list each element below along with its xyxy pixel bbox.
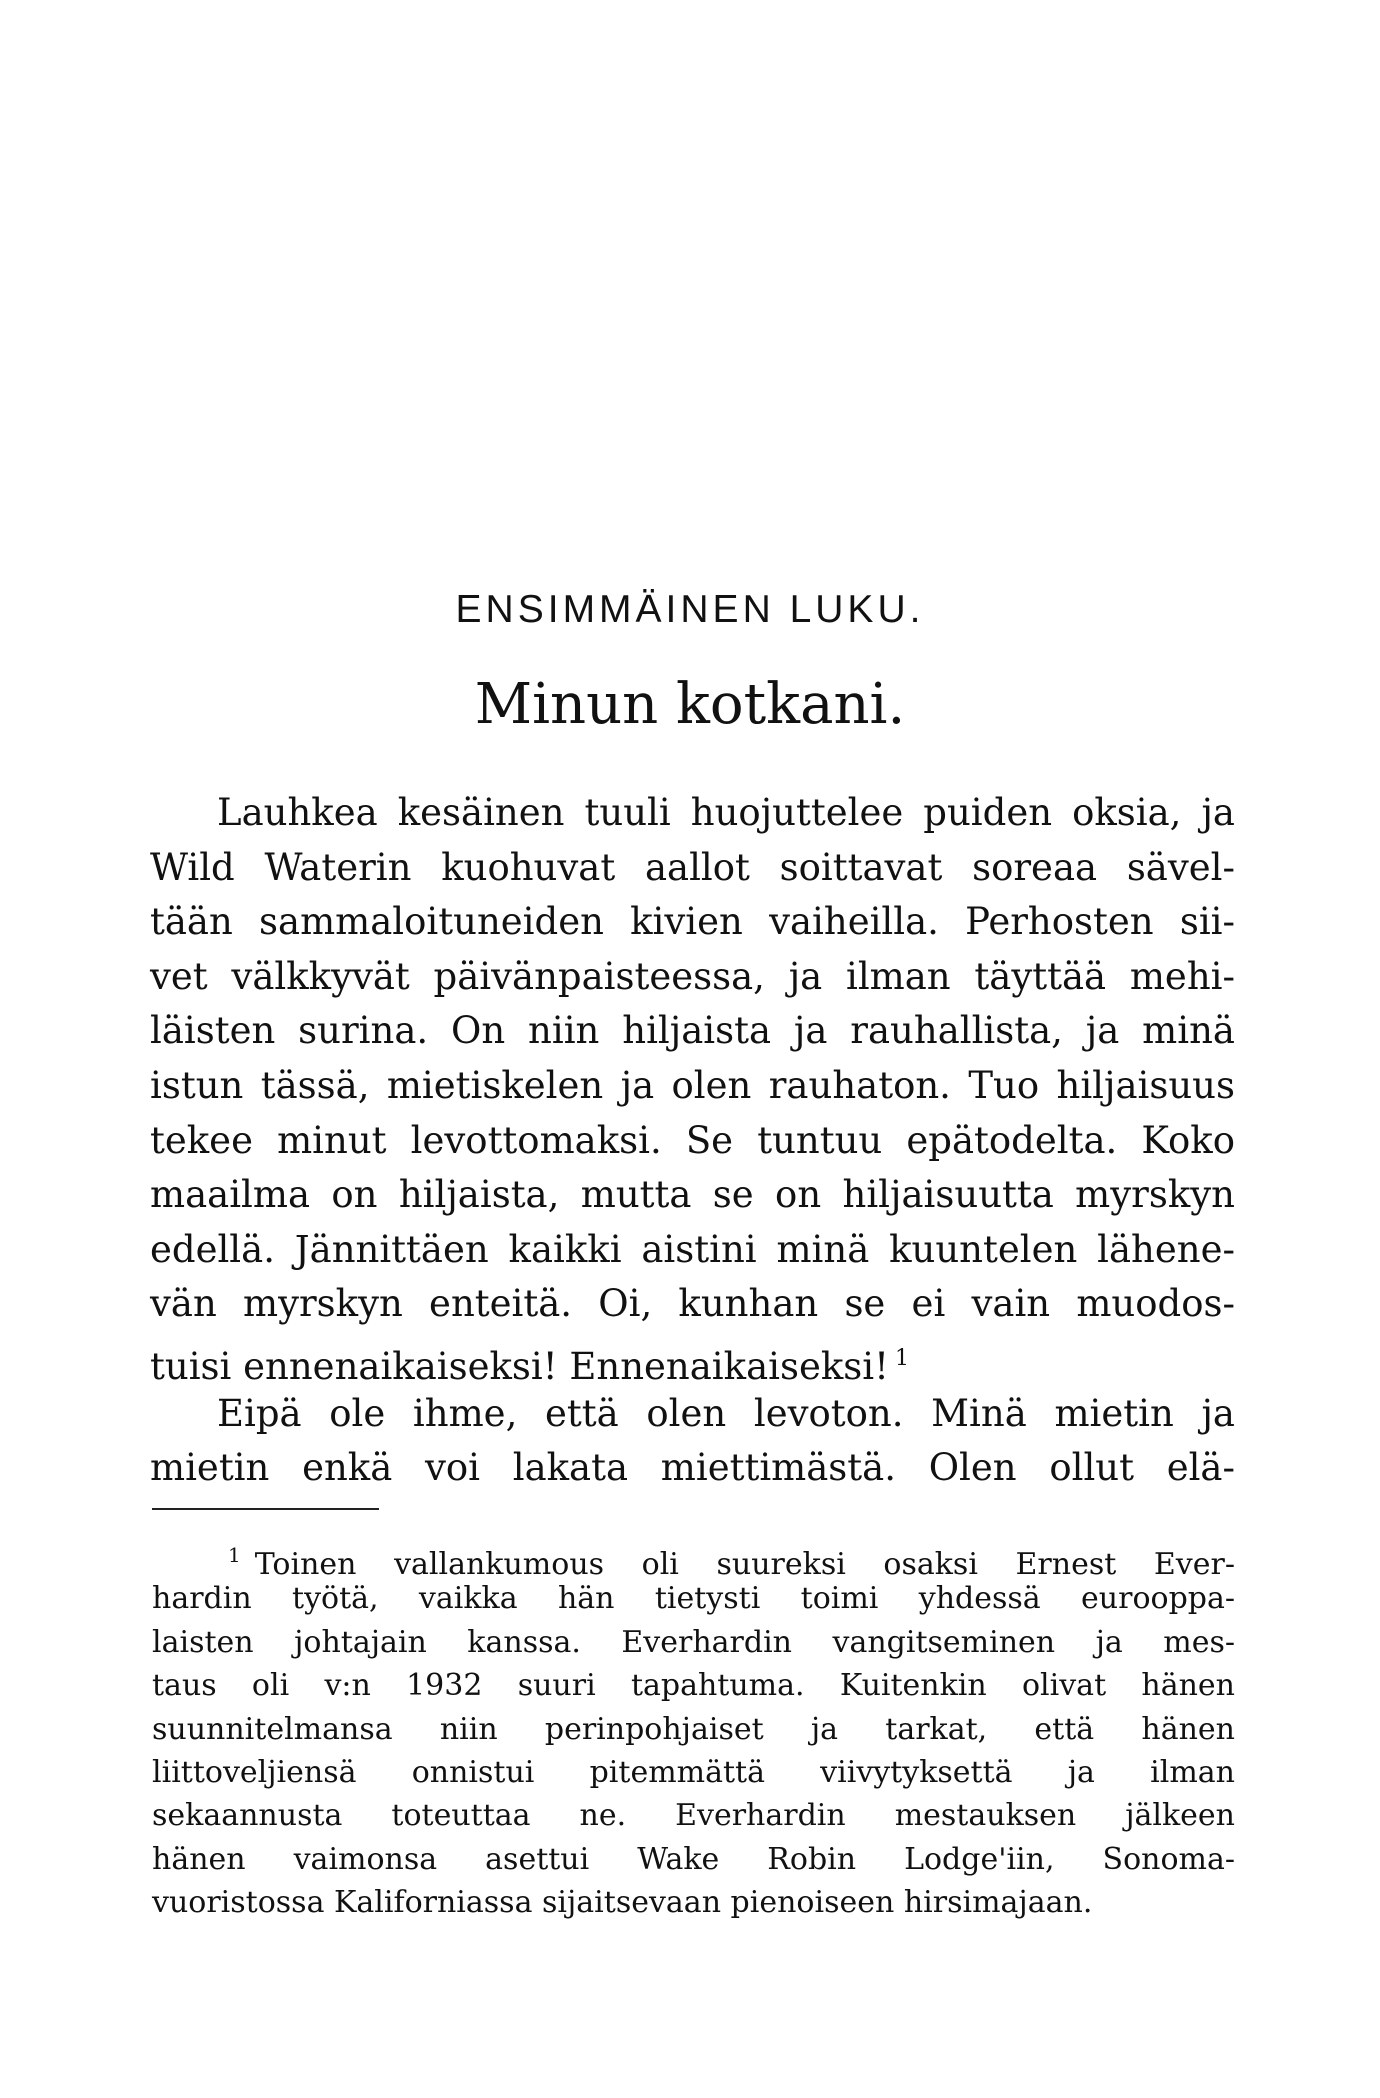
footnote-line: liittoveljiensä onnistui pitemmättä viivytyksettä ja ilman xyxy=(152,1754,1235,1790)
body-line: mietin enkä voi lakata miettimästä. Olen ollut elä- xyxy=(150,1446,1235,1490)
footnote-line: laisten johtajain kanssa. Everhardin vangitseminen ja mes- xyxy=(152,1624,1235,1660)
footnote-line: suunnitelmansa niin perinpohjaiset ja tarkat, että hänen xyxy=(152,1711,1235,1747)
body-line: vän myrskyn enteitä. Oi, kunhan se ei vain muodos- xyxy=(150,1282,1235,1326)
footnote-marker: 1 xyxy=(228,1543,241,1567)
body-text xyxy=(150,786,1235,1496)
body-line-with-footnote-ref xyxy=(150,1332,1235,1387)
body-line: Eipä ole ihme, että olen levoton. Minä mietin ja xyxy=(217,1391,1235,1435)
footnote-line xyxy=(152,1534,1235,1582)
body-line: läisten surina. On niin hiljaista ja rauhallista, ja minä xyxy=(150,1009,1235,1053)
body-line: tekee minut levottomaksi. Se tuntuu epätodelta. Koko xyxy=(150,1118,1235,1162)
body-line: istun tässä, mietiskelen ja olen rauhaton. Tuo hiljaisuus xyxy=(150,1063,1235,1107)
body-line: Wild Waterin kuohuvat aallot soittavat soreaa sävel- xyxy=(150,845,1235,889)
chapter-label: ENSIMMÄINEN LUKU. xyxy=(455,588,925,631)
body-line: tään sammaloituneiden kivien vaiheilla. Perhosten sii- xyxy=(150,900,1235,944)
footnote-line: hardin työtä, vaikka hän tietysti toimi yhdessä eurooppa- xyxy=(152,1581,1235,1617)
footnote-line: hänen vaimonsa asettui Wake Robin Lodge'iin, Sonoma- xyxy=(152,1841,1235,1877)
footnote-line: sekaannusta toteuttaa ne. Everhardin mestauksen jälkeen xyxy=(152,1798,1235,1834)
footnote-line-text: Toinen vallankumous oli suureksi osaksi Ernest Ever- xyxy=(254,1547,1235,1582)
chapter-title: Minun kotkani. xyxy=(474,672,906,737)
body-line: maailma on hiljaista, mutta se on hiljaisuutta myrskyn xyxy=(150,1173,1235,1217)
body-line: Lauhkea kesäinen tuuli huojuttelee puiden oksia, ja xyxy=(217,791,1235,834)
footnote xyxy=(152,1534,1235,1925)
footnote-line: taus oli v:n 1932 suuri tapahtuma. Kuitenkin olivat hänen xyxy=(152,1668,1235,1704)
footnote-line: vuoristossa Kaliforniassa sijaitsevaan pienoiseen hirsimajaan. xyxy=(152,1885,1093,1921)
body-line-text: tuisi ennenaikaiseksi! Ennenaikaiseksi! xyxy=(150,1344,889,1388)
body-line: vet välkkyvät päivänpaisteessa, ja ilman täyttää mehi- xyxy=(150,954,1235,998)
footnote-reference[interactable]: 1 xyxy=(894,1345,909,1371)
body-line: edellä. Jännittäen kaikki aistini minä kuuntelen lähene- xyxy=(150,1227,1235,1271)
footnote-divider xyxy=(152,1508,379,1510)
